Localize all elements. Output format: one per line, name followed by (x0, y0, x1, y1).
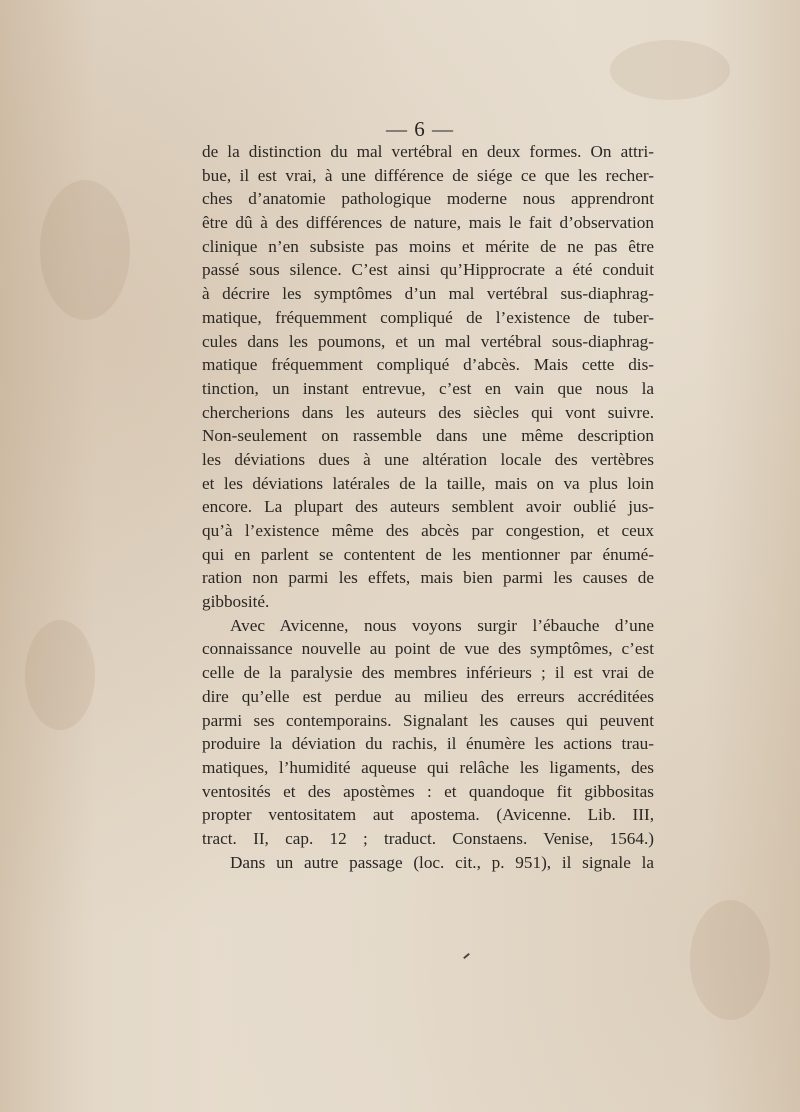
text-line: cules dans les poumons, et un mal vertébral sous-diaphrag- (202, 331, 654, 351)
page-number: — 6 — (386, 117, 454, 141)
body-text (202, 140, 654, 874)
stain-spot (610, 40, 730, 100)
text-line: matiques, l’humidité aqueuse qui relâche les ligaments, des (202, 757, 654, 777)
text-line: être dû à des différences de nature, mais le fait d’observation (202, 213, 654, 233)
text-line: qu’à l’existence même des abcès par congestion, et ceux (202, 521, 654, 540)
text-line: Dans un autre passage (loc. cit., p. 951), il signale la (230, 852, 654, 872)
text-line: gibbosité. (202, 592, 270, 612)
text-line: bue, il est vrai, à une différence de siége ce que les recher- (202, 165, 654, 185)
text-line: Avec Avicenne, nous voyons surgir l’ébauche d’une (230, 615, 654, 635)
stain-spot (40, 180, 130, 320)
text-line: dire qu’elle est perdue au milieu des erreurs accréditées (202, 686, 654, 706)
text-line: tinction, un instant entrevue, c’est en vain que nous la (202, 378, 654, 398)
text-line: ches d’anatomie pathologique moderne nous apprendront (202, 189, 654, 209)
stain-spot (25, 620, 95, 730)
text-line: à décrire les symptômes d’un mal vertébral sus-diaphrag- (202, 284, 654, 304)
text-line: qui en parlent se contentent de les mentionner par énumé- (202, 544, 654, 564)
text-line: de la distinction du mal vertébral en deux formes. On attri- (202, 142, 654, 161)
text-line: encore. La plupart des auteurs semblent avoir oublié jus- (202, 497, 654, 517)
text-line: tract. II, cap. 12 ; traduct. Constaens. Venise, 1564.) (202, 828, 654, 848)
text-line: les déviations dues à une altération locale des vertèbres (202, 449, 654, 469)
text-line: passé sous silence. C’est ainsi qu’Hipprocrate a été conduit (202, 260, 654, 280)
text-line: ration non parmi les effets, mais bien parmi les causes de (202, 568, 654, 588)
text-line: matique fréquemment compliqué d’abcès. Mais cette dis- (202, 355, 654, 375)
text-line: parmi ses contemporains. Signalant les causes qui peuvent (202, 710, 654, 730)
text-line: chercherions dans les auteurs des siècles qui vont suivre. (202, 402, 654, 422)
text-line: produire la déviation du rachis, il énumère les actions trau- (202, 734, 654, 754)
text-line: ventosités et des apostèmes : et quandoque fit gibbositas (202, 781, 654, 801)
text-line: connaissance nouvelle au point de vue des symptômes, c’est (202, 639, 654, 659)
stain-spot (690, 900, 770, 1020)
ink-mark (463, 953, 470, 959)
text-line: propter ventositatem aut apostema. (Avicenne. Lib. III, (202, 805, 654, 825)
text-line: celle de la paralysie des membres inférieurs ; il est vrai de (202, 663, 654, 683)
text-line: Non-seulement on rassemble dans une même description (202, 426, 654, 446)
text-line: et les déviations latérales de la taille, mais on va plus loin (202, 473, 654, 493)
text-line: clinique n’en subsiste pas moins et mérite de ne pas être (202, 236, 654, 256)
text-line: matique, fréquemment compliqué de l’existence de tuber- (202, 307, 654, 327)
